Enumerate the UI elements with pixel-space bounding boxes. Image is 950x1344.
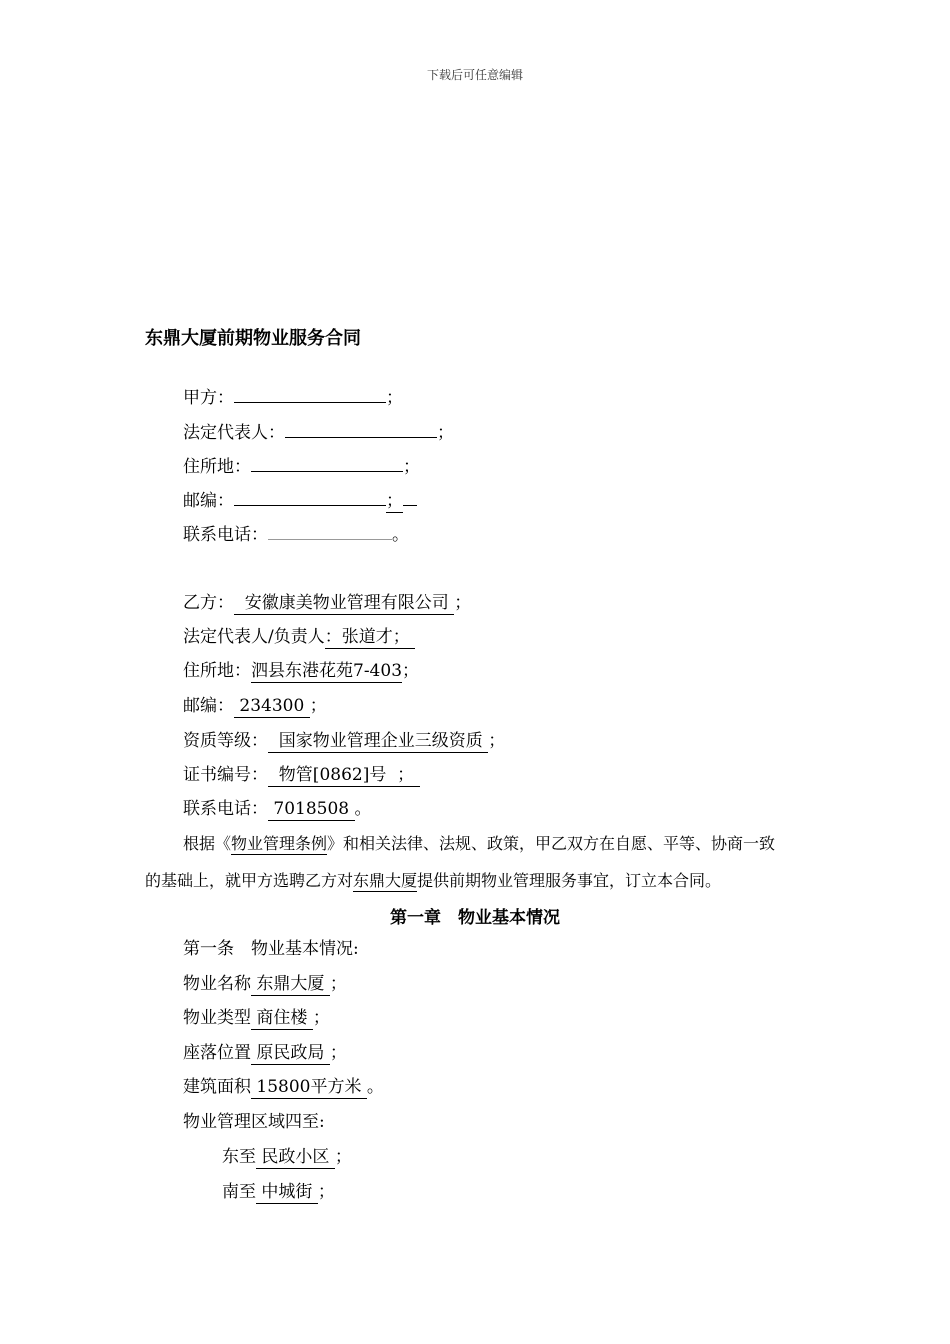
property-type-label: 物业类型 [183,1008,251,1028]
party-a-name-label: 甲方： [183,388,234,408]
property-area-label: 建筑面积 [183,1077,251,1097]
property-location-label: 座落位置 [183,1043,251,1063]
party-a-name-end: ； [386,388,403,408]
party-b-phone-value: 7018508 [268,799,355,819]
property-type-end: ； [312,1008,330,1028]
intro-line-2 [145,869,721,893]
party-b-qual-end: ； [488,731,506,751]
party-a-phone-end: 。 [392,525,409,545]
property-name-value: 东鼎大厦 [251,974,330,994]
party-b-addr-row [183,659,419,683]
party-a-zip-blank[interactable] [234,487,386,506]
party-a-addr-label: 住所地： [183,457,251,477]
property-name-row [183,972,347,996]
article-1-heading: 第一条 物业基本情况: [183,939,359,959]
east-bound-value: 民政小区 [256,1147,335,1167]
party-b-rep-label: 法定代表人/负责人 [183,627,325,647]
party-a-phone-row [183,521,409,547]
property-area-end: 。 [366,1077,384,1097]
party-a-rep-blank[interactable] [285,419,437,438]
party-b-name-end: ； [454,593,472,613]
party-b-addr-label: 住所地： [183,661,251,681]
party-b-cert-row [183,763,420,787]
property-location-row [183,1041,347,1065]
property-type-row [183,1006,330,1030]
party-b-zip-label: 邮编： [183,696,234,716]
intro-text-2a: 的基础上，就甲方选聘乙方对 [145,871,354,890]
party-b-phone-end: 。 [354,799,372,819]
south-bound-end: ； [317,1182,335,1202]
south-bound-value: 中城街 [256,1182,318,1202]
party-a-rep-label: 法定代表人： [183,423,285,443]
property-bounds-heading: 物业管理区域四至: [183,1112,325,1132]
party-b-rep-value: ：张道才； [324,627,416,647]
building-link[interactable]: 东鼎大厦 [353,871,418,890]
party-a-addr-row [183,453,420,479]
south-bound-row [222,1180,335,1204]
party-a-name-row [183,384,403,410]
party-b-zip-end: ； [309,696,327,716]
party-a-zip-row [183,487,417,513]
party-b-qual-value: 国家物业管理企业三级资质 [268,731,489,751]
regulation-link[interactable]: 物业管理条例 [231,834,328,853]
party-a-zip-tail [403,487,417,506]
east-bound-row [222,1145,352,1169]
party-b-phone-label: 联系电话： [183,799,268,819]
property-name-label: 物业名称 [183,974,251,994]
party-a-rep-row [183,419,454,445]
party-b-addr-end: ； [402,661,420,681]
property-name-end: ； [329,974,347,994]
party-b-phone-row [183,797,372,821]
intro-text-1a: 根据《 [183,834,232,853]
party-b-zip-value: 234300 [234,696,310,716]
chapter-1-title: 第一章 物业基本情况 [390,908,560,928]
party-a-phone-label: 联系电话： [183,525,268,545]
property-area-row [183,1075,384,1099]
east-bound-label: 东至 [222,1147,256,1167]
document-title: 东鼎大厦前期物业服务合同 [145,328,361,349]
party-b-name-value: 安徽康美物业管理有限公司 [234,593,455,613]
party-a-zip-label: 邮编： [183,491,234,511]
party-a-zip-end: ； [386,491,403,511]
party-b-cert-label: 证书编号： [183,765,268,785]
intro-line-1 [183,832,775,856]
party-a-addr-blank[interactable] [251,453,403,472]
header-note: 下载后可任意编辑 [426,68,523,82]
party-a-name-blank[interactable] [234,384,386,403]
intro-text-1b: 》和相关法律、法规、政策，甲乙双方在自愿、平等、协商一致 [327,834,776,853]
party-b-cert-value: 物管[0862]号 ； [268,765,420,785]
east-bound-end: ； [334,1147,352,1167]
party-b-name-label: 乙方： [183,593,234,613]
party-b-qual-label: 资质等级： [183,731,268,751]
property-location-value: 原民政局 [251,1043,330,1063]
property-location-end: ； [329,1043,347,1063]
party-b-rep-row [183,625,415,649]
party-b-name-row [183,591,471,615]
party-b-zip-row [183,694,327,718]
intro-text-2b: 提供前期物业管理服务事宜，订立本合同。 [417,871,722,890]
party-b-qual-row [183,729,505,753]
south-bound-label: 南至 [222,1182,256,1202]
party-b-addr-value: 泗县东港花苑7-403 [251,661,403,681]
property-type-value: 商住楼 [251,1008,313,1028]
party-a-rep-end: ； [437,423,454,443]
party-a-phone-blank[interactable] [268,521,392,540]
party-a-addr-end: ； [403,457,420,477]
property-area-value: 15800平方米 [251,1077,367,1097]
